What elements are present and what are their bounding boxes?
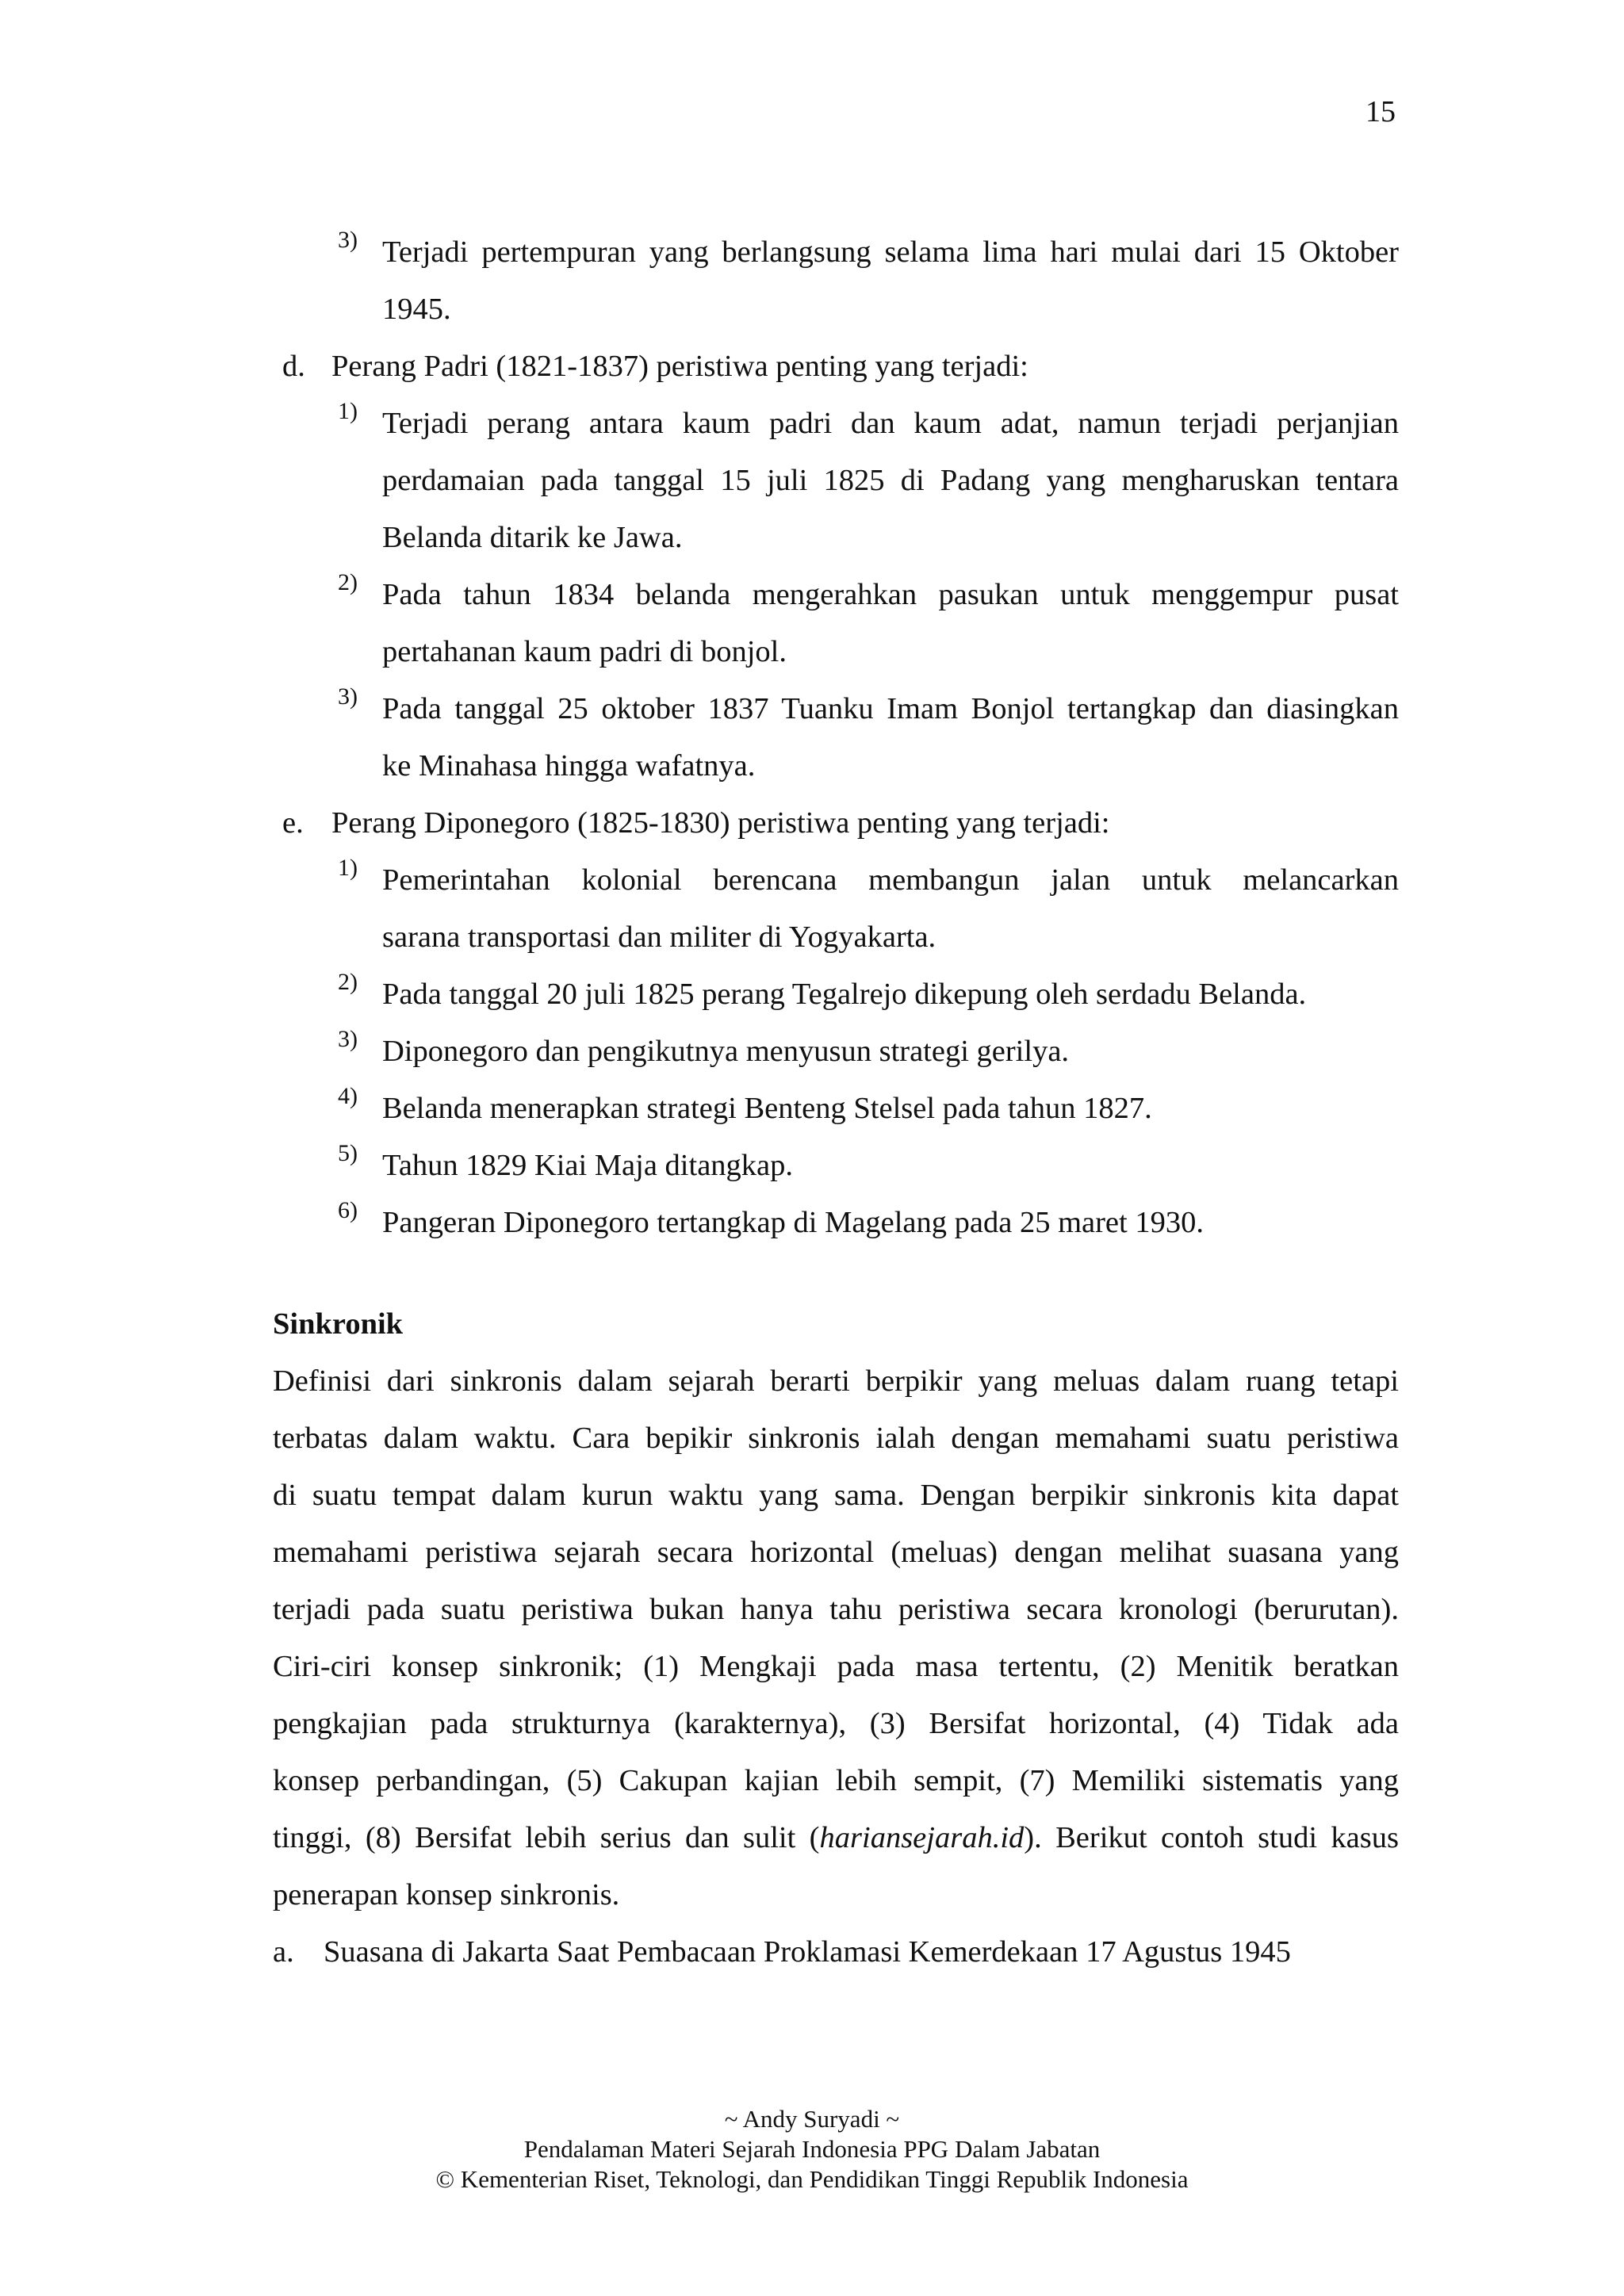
item-line: pertahanan kaum padri di bonjol. [382,635,787,668]
section-marker: e. [282,806,304,840]
list-item [338,395,1399,566]
paragraph-line: Ciri-ciri konsep sinkronik; (1) Mengkaji pada masa tertentu, (2) Menitik beratkan [273,1650,1399,1683]
item-number: 6) [338,1197,358,1223]
section-d-title [282,338,1399,395]
item-number: 3) [338,227,358,253]
page-footer [0,2104,1624,2195]
item-number: 3) [338,683,358,710]
list-item [338,1023,1399,1080]
list-item [338,966,1399,1023]
item-number: 4) [338,1083,358,1109]
list-item [338,1080,1399,1137]
item-line: 1945. [382,293,451,326]
item-line: Diponegoro dan pengikutnya menyusun strategi gerilya. [382,1035,1070,1068]
paragraph-line: konsep perbandingan, (5) Cakupan kajian lebih sempit, (7) Memiliki sistematis yang [273,1764,1399,1797]
paragraph-line: terbatas dalam waktu. Cara bepikir sinkronis ialah dengan memahami suatu peristiwa [273,1422,1399,1455]
section-marker: a. [273,1935,294,1969]
paragraph-line: di suatu tempat dalam kurun waktu yang sama. Dengan berpikir sinkronis kita dapat [273,1479,1399,1512]
item-line: sarana transportasi dan militer di Yogyakarta. [382,920,936,954]
item-line: Pada tanggal 20 juli 1825 perang Tegalrejo dikepung oleh serdadu Belanda. [382,978,1307,1011]
section-e-title [282,794,1399,851]
item-line: Pangeran Diponegoro tertangkap di Magelang pada 25 maret 1930. [382,1206,1204,1239]
item-number: 1) [338,398,358,424]
section-title: Perang Diponegoro (1825-1830) peristiwa penting yang terjadi: [331,806,1110,840]
section-title: Perang Padri (1821-1837) peristiwa penting yang terjadi: [331,350,1028,383]
item-line: Terjadi pertempuran yang berlangsung selama lima hari mulai dari 15 Oktober [382,235,1399,269]
list-item [338,1194,1399,1251]
item-number: 2) [338,969,358,995]
item-line: Terjadi perang antara kaum padri dan kaum adat, namun terjadi perjanjian [382,407,1399,440]
item-number: 1) [338,855,358,881]
source-citation: hariansejarah.id [819,1821,1025,1854]
item-line: Pemerintahan kolonial berencana membangun jalan untuk melancarkan [382,863,1399,897]
section-heading: Sinkronik [273,1307,404,1341]
paragraph-line: memahami peristiwa sejarah secara horizontal (meluas) dengan melihat suasana yang [273,1536,1399,1569]
paragraph-line: pengkajian pada strukturnya (karakternya), (3) Bersifat horizontal, (4) Tidak ada [273,1707,1399,1740]
item-number: 3) [338,1026,358,1052]
item-line: Belanda menerapkan strategi Benteng Stelsel pada tahun 1827. [382,1092,1152,1125]
section-marker: d. [282,350,305,383]
sub-item-title: Suasana di Jakarta Saat Pembacaan Proklamasi Kemerdekaan 17 Agustus 1945 [324,1935,1291,1969]
list-item [338,1137,1399,1194]
item-line: ke Minahasa hingga wafatnya. [382,749,756,783]
item-line: perdamaian pada tanggal 15 juli 1825 di Padang yang mengharuskan tentara [382,464,1399,497]
paragraph-line: Definisi dari sinkronis dalam sejarah berarti berpikir yang meluas dalam ruang tetapi [273,1364,1399,1398]
item-line: Pada tahun 1834 belanda mengerahkan pasukan untuk menggempur pusat [382,578,1399,611]
paragraph-line [273,1809,1399,1866]
paragraph [273,1353,1399,1923]
list-item [338,566,1399,680]
list-item [338,224,1399,338]
paragraph-line: penerapan konsep sinkronis. [273,1878,620,1911]
text-run: ). Berikut contoh studi kasus [1024,1821,1399,1854]
item-line: Pada tanggal 25 oktober 1837 Tuanku Imam Bonjol tertangkap dan diasingkan [382,692,1399,725]
item-line: Tahun 1829 Kiai Maja ditangkap. [382,1149,794,1182]
item-number: 2) [338,569,358,595]
list-item [338,680,1399,794]
footer-course: Pendalaman Materi Sejarah Indonesia PPG Dalam Jabatan [523,2135,1101,2163]
footer-copyright: © Kementerian Riset, Teknologi, dan Pendidikan Tinggi Republik Indonesia [435,2165,1189,2193]
sub-item-a [273,1923,1399,1980]
page-number: 15 [1365,95,1396,128]
item-line: Belanda ditarik ke Jawa. [382,521,683,554]
list-item [338,851,1399,966]
paragraph-line: terjadi pada suatu peristiwa bukan hanya tahu peristiwa secara kronologi (berurutan). [273,1593,1399,1626]
document-body [273,224,1399,1980]
text-run: tinggi, (8) Bersifat lebih serius dan sulit ( [273,1821,820,1854]
item-number: 5) [338,1140,358,1166]
footer-author: ~ Andy Suryadi ~ [724,2105,900,2133]
